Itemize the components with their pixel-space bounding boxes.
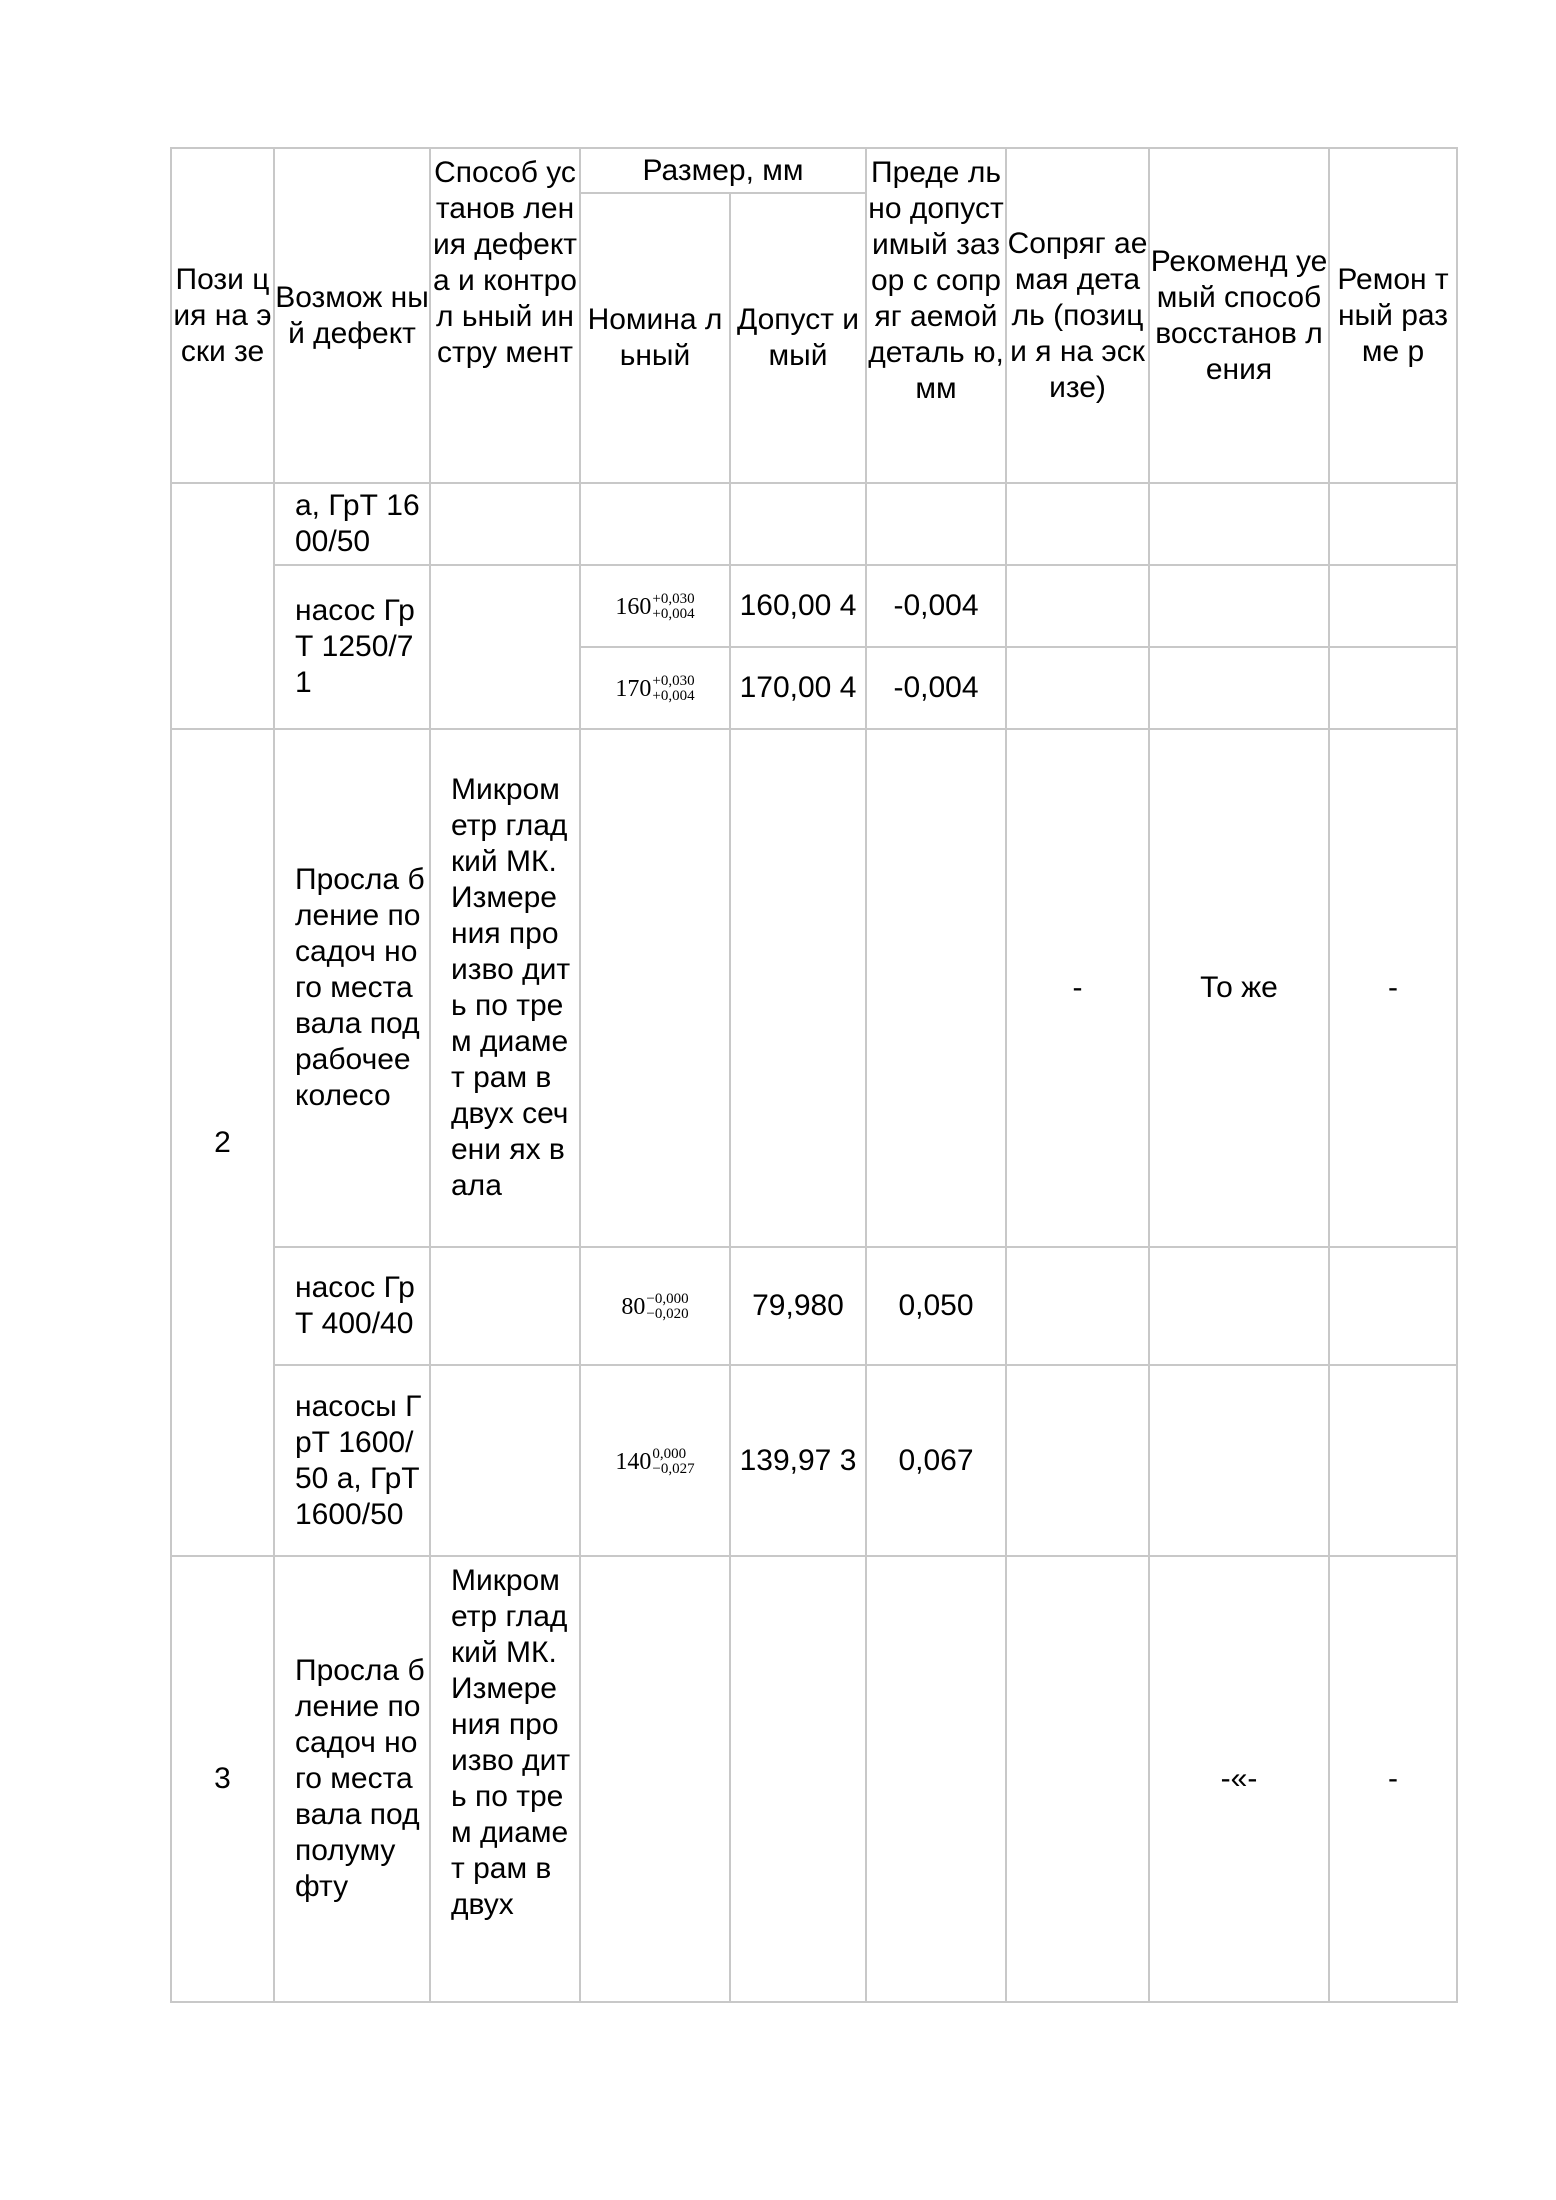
- mating-part-cell: [1006, 483, 1149, 565]
- gap-cell: -0,004: [866, 565, 1006, 647]
- restoration-cell: -«-: [1149, 1556, 1329, 2002]
- allowed-cell: [730, 1556, 866, 2002]
- repair-size-cell: -: [1329, 729, 1457, 1247]
- header-size-group: Размер, мм: [580, 148, 866, 193]
- defect-table: [170, 147, 1458, 2003]
- header-restoration: Рекоменд уемый способ восстанов ления: [1149, 148, 1329, 483]
- method-cell: Микром етр гладкий МК. Измере ния произво дить по трем диамет рам в двух сечени ях вала: [430, 729, 580, 1247]
- allowed-cell: 160,00 4: [730, 565, 866, 647]
- gap-cell: 0,067: [866, 1365, 1006, 1556]
- method-cell: [430, 483, 580, 565]
- nominal-tolerance: 160 +0,030 +0,004: [615, 591, 695, 622]
- gap-cell: [866, 729, 1006, 1247]
- defect-cell: насос ГрТ 400/40: [274, 1247, 430, 1365]
- mating-part-cell: [1006, 1247, 1149, 1365]
- header-nominal: Номина льный: [580, 193, 730, 483]
- position-cell-1: [171, 483, 274, 729]
- restoration-cell: [1149, 1365, 1329, 1556]
- allowed-cell: 170,00 4: [730, 647, 866, 729]
- nominal-cell: [580, 483, 730, 565]
- header-allowed: Допуст имый: [730, 193, 866, 483]
- defect-cell: а, ГрТ 1600/50: [274, 483, 430, 565]
- header-method: Способ установ ления дефект а и контрол ьный инстру мент: [430, 148, 580, 483]
- nominal-cell: [580, 1365, 730, 1556]
- restoration-cell: [1149, 565, 1329, 647]
- allowed-cell: [730, 483, 866, 565]
- gap-cell: [866, 483, 1006, 565]
- header-mating-part: Сопряг аемая деталь (позици я на эскизе): [1006, 148, 1149, 483]
- repair-size-cell: [1329, 565, 1457, 647]
- defect-cell: насос ГрТ 1250/71: [274, 565, 430, 729]
- restoration-cell: То же: [1149, 729, 1329, 1247]
- nominal-cell: [580, 1247, 730, 1365]
- allowed-cell: 139,97 3: [730, 1365, 866, 1556]
- nominal-cell: [580, 729, 730, 1247]
- nominal-cell: [580, 1556, 730, 2002]
- allowed-cell: 79,980: [730, 1247, 866, 1365]
- nominal-tolerance: 140 0,000 −0,027: [615, 1445, 695, 1477]
- mating-part-cell: [1006, 1556, 1149, 2002]
- repair-size-cell: [1329, 483, 1457, 565]
- mating-part-cell: [1006, 1365, 1149, 1556]
- header-limit-gap: Преде льно допуст имый зазор с сопряг аемой деталь ю, мм: [866, 148, 1006, 483]
- method-cell: [430, 1365, 580, 1556]
- mating-part-cell: [1006, 647, 1149, 729]
- defect-cell: Просла бление посадоч ного места вала под полуму фту: [274, 1556, 430, 2002]
- position-cell: 2: [171, 729, 274, 1556]
- header-defect: Возмож ный дефект: [274, 148, 430, 483]
- gap-cell: [866, 1556, 1006, 2002]
- allowed-cell: [730, 729, 866, 1247]
- gap-cell: 0,050: [866, 1247, 1006, 1365]
- nominal-tolerance: 80 −0,000 −0,020: [621, 1291, 689, 1322]
- nominal-cell: [580, 565, 730, 647]
- method-cell: [430, 1247, 580, 1365]
- nominal-cell: [580, 647, 730, 729]
- gap-cell: -0,004: [866, 647, 1006, 729]
- repair-size-cell: [1329, 1247, 1457, 1365]
- header-position: Пози ция на эски зе: [171, 148, 274, 483]
- nominal-tolerance: 170 +0,030 +0,004: [615, 673, 695, 704]
- header-repair-size: Ремон тный разме р: [1329, 148, 1457, 483]
- restoration-cell: [1149, 1247, 1329, 1365]
- repair-size-cell: -: [1329, 1556, 1457, 2002]
- restoration-cell: [1149, 647, 1329, 729]
- restoration-cell: [1149, 483, 1329, 565]
- repair-size-cell: [1329, 1365, 1457, 1556]
- mating-part-cell: [1006, 565, 1149, 647]
- method-cell: Микром етр гладкий МК. Измере ния произво дить по трем диамет рам в двух: [430, 1556, 580, 2002]
- mating-part-cell: -: [1006, 729, 1149, 1247]
- repair-size-cell: [1329, 647, 1457, 729]
- method-cell: [430, 565, 580, 729]
- position-cell: 3: [171, 1556, 274, 2002]
- defect-cell: Просла бление посадоч ного места вала под рабочее колесо: [274, 729, 430, 1247]
- defect-cell: насосы ГрТ 1600/50 а, ГрТ 1600/50: [274, 1365, 430, 1556]
